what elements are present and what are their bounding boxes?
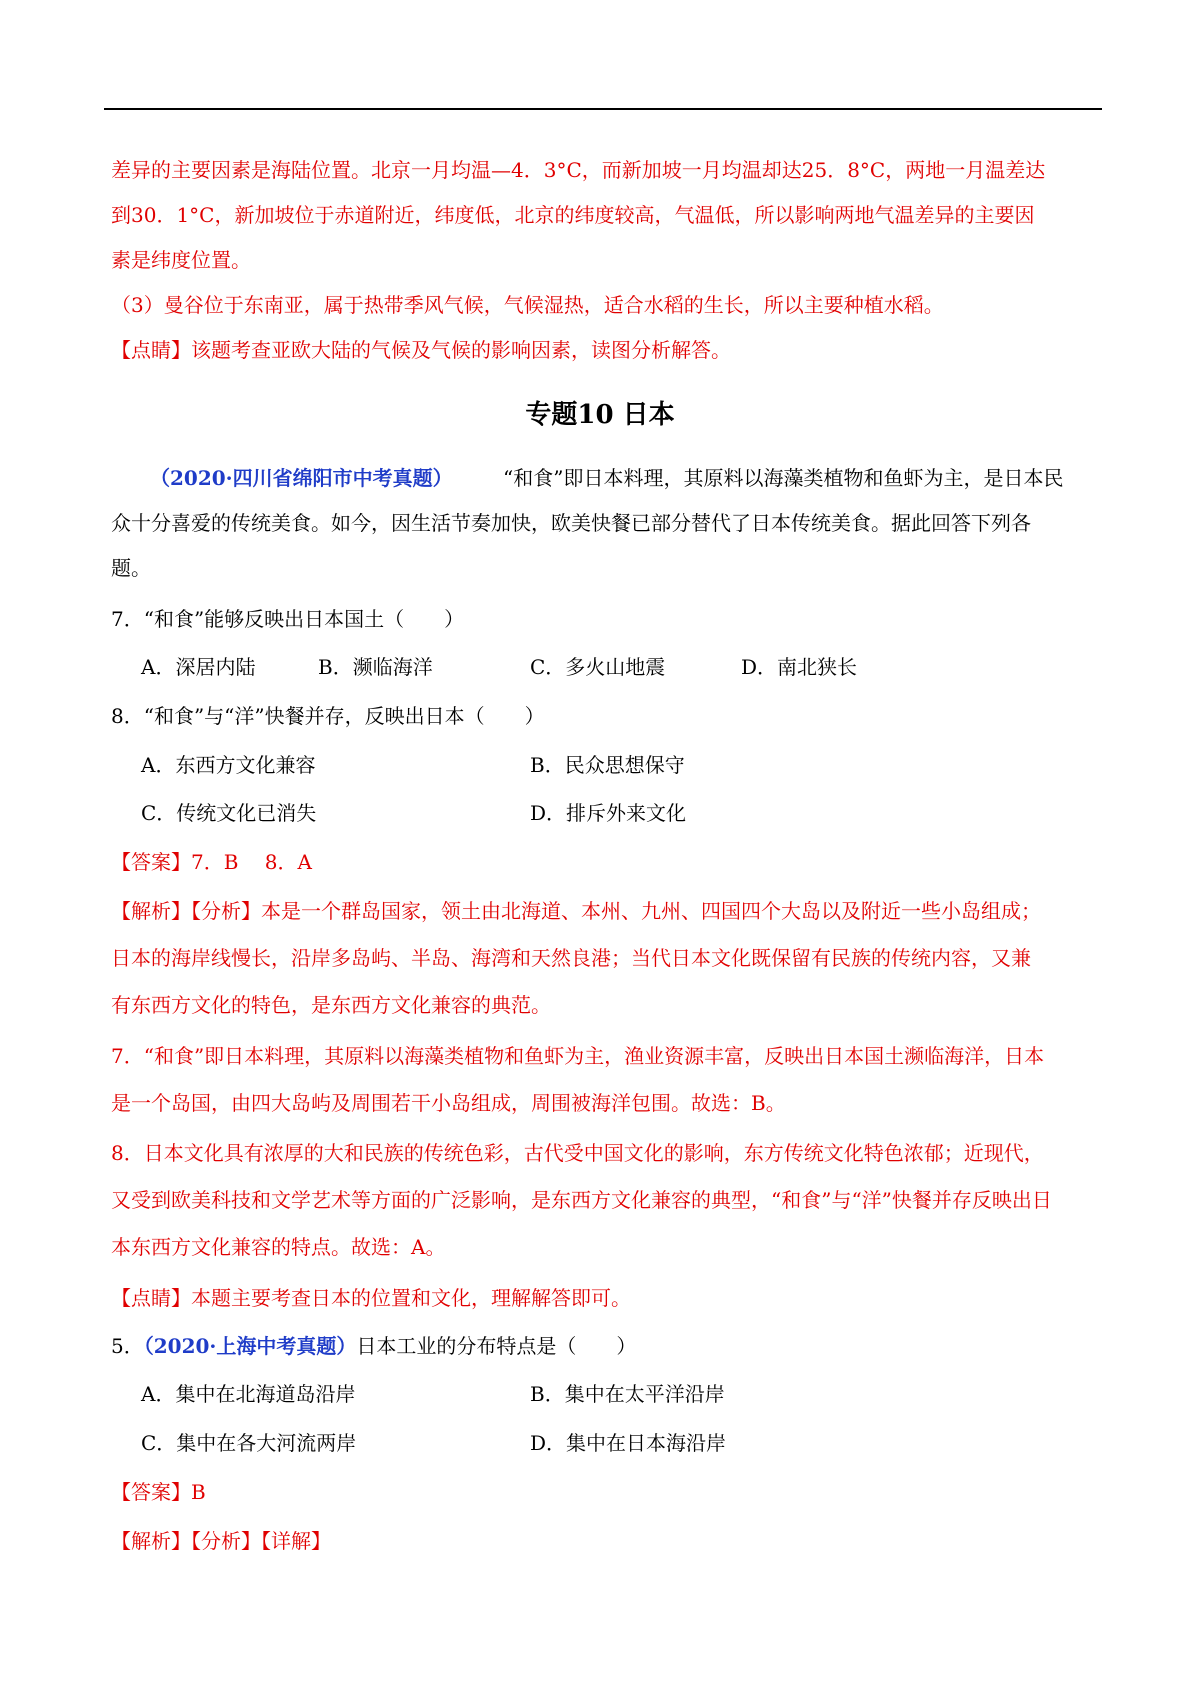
- q5-number: 5．: [111, 1334, 144, 1358]
- header-rule: [104, 108, 1102, 110]
- explain-7-line-1: 7．“和食”即日本料理，其原料以海藻类植物和鱼虾为主，渔业资源丰富，反映出日本国土濒临海洋，日本: [111, 1044, 1045, 1068]
- group1-answer: 【答案】7．B 8．A: [111, 850, 312, 874]
- q5-option-d: D．集中在日本海沿岸: [530, 1431, 727, 1455]
- q8-stem: 8．“和食”与“洋”快餐并存，反映出日本（ ）: [111, 704, 545, 728]
- intro-line-2: 众十分喜爱的传统美食。如今，因生活节奏加快，欧美快餐已部分替代了日本传统美食。据此回答下列各: [111, 511, 1031, 535]
- intro-line-3: 题。: [111, 556, 151, 580]
- q5-analysis: 【解析】【分析】【详解】: [111, 1529, 331, 1553]
- q8-option-b: B．民众思想保守: [530, 753, 685, 777]
- prev-answer-line-3: 素是纬度位置。: [111, 248, 251, 272]
- prev-answer-line-2: 到30．1°C，新加坡位于赤道附近，纬度低，北京的纬度较高，气温低，所以影响两地气温差异的主要因: [111, 203, 1035, 227]
- q5-stem-line: [111, 1334, 636, 1358]
- q7-option-d: D．南北狭长: [741, 655, 858, 679]
- q5-option-c: C．集中在各大河流两岸: [141, 1431, 357, 1455]
- prev-answer-line-4: （3）曼谷位于东南亚，属于热带季风气候，气候湿热，适合水稻的生长，所以主要种植水稻。: [111, 293, 944, 317]
- q7-option-b: B．濒临海洋: [318, 655, 433, 679]
- group1-comment: 【点睛】本题主要考查日本的位置和文化，理解解答即可。: [111, 1286, 631, 1310]
- q5-option-a: A．集中在北海道岛沿岸: [141, 1382, 356, 1406]
- explain-8-line-3: 本东西方文化兼容的特点。故选：A。: [111, 1235, 446, 1259]
- intro-line-1: “和食”即日本料理，其原料以海藻类植物和鱼虾为主，是日本民: [503, 466, 1064, 490]
- prev-answer-comment: 【点睛】该题考查亚欧大陆的气候及气候的影响因素，读图分析解答。: [111, 338, 731, 362]
- analysis-line-1: 【解析】【分析】本是一个群岛国家，领土由北海道、本州、九州、四国四个大岛以及附近一些小岛组成；: [111, 899, 1041, 923]
- q7-option-a: A．深居内陆: [141, 655, 256, 679]
- q5-stem: 日本工业的分布特点是（ ）: [356, 1334, 637, 1358]
- explain-8-line-1: 8．日本文化具有浓厚的大和民族的传统色彩，古代受中国文化的影响，东方传统文化特色浓郁；近现代，: [111, 1141, 1044, 1165]
- q8-option-d: D．排斥外来文化: [530, 801, 687, 825]
- explain-7-line-2: 是一个岛国，由四大岛屿及周围若干小岛组成，周围被海洋包围。故选：B。: [111, 1091, 786, 1115]
- q5-source: （2020·上海中考真题）: [143, 1334, 357, 1358]
- source-label: （2020·四川省绵阳市中考真题）: [150, 466, 453, 490]
- q8-option-c: C．传统文化已消失: [141, 801, 317, 825]
- analysis-line-3: 有东西方文化的特色，是东西方文化兼容的典范。: [111, 993, 551, 1017]
- q5-option-b: B．集中在太平洋沿岸: [530, 1382, 725, 1406]
- analysis-line-2: 日本的海岸线慢长，沿岸多岛屿、半岛、海湾和天然良港；当代日本文化既保留有民族的传统内容，又兼: [111, 946, 1031, 970]
- explain-8-line-2: 又受到欧美科技和文学艺术等方面的广泛影响，是东西方文化兼容的典型，“和食”与“洋”快餐并存反映出日: [111, 1188, 1052, 1212]
- source-tag: [150, 466, 453, 490]
- prev-answer-line-1: 差异的主要因素是海陆位置。北京一月均温—4．3°C，而新加坡一月均温却达25．8°C，两地一月温差达: [111, 158, 1046, 182]
- q5-answer: 【答案】B: [111, 1480, 206, 1504]
- section-title: 专题10 日本: [525, 400, 675, 430]
- q7-stem: 7．“和食”能够反映出日本国土（ ）: [111, 607, 465, 631]
- q8-option-a: A．东西方文化兼容: [141, 753, 316, 777]
- q7-option-c: C．多火山地震: [530, 655, 666, 679]
